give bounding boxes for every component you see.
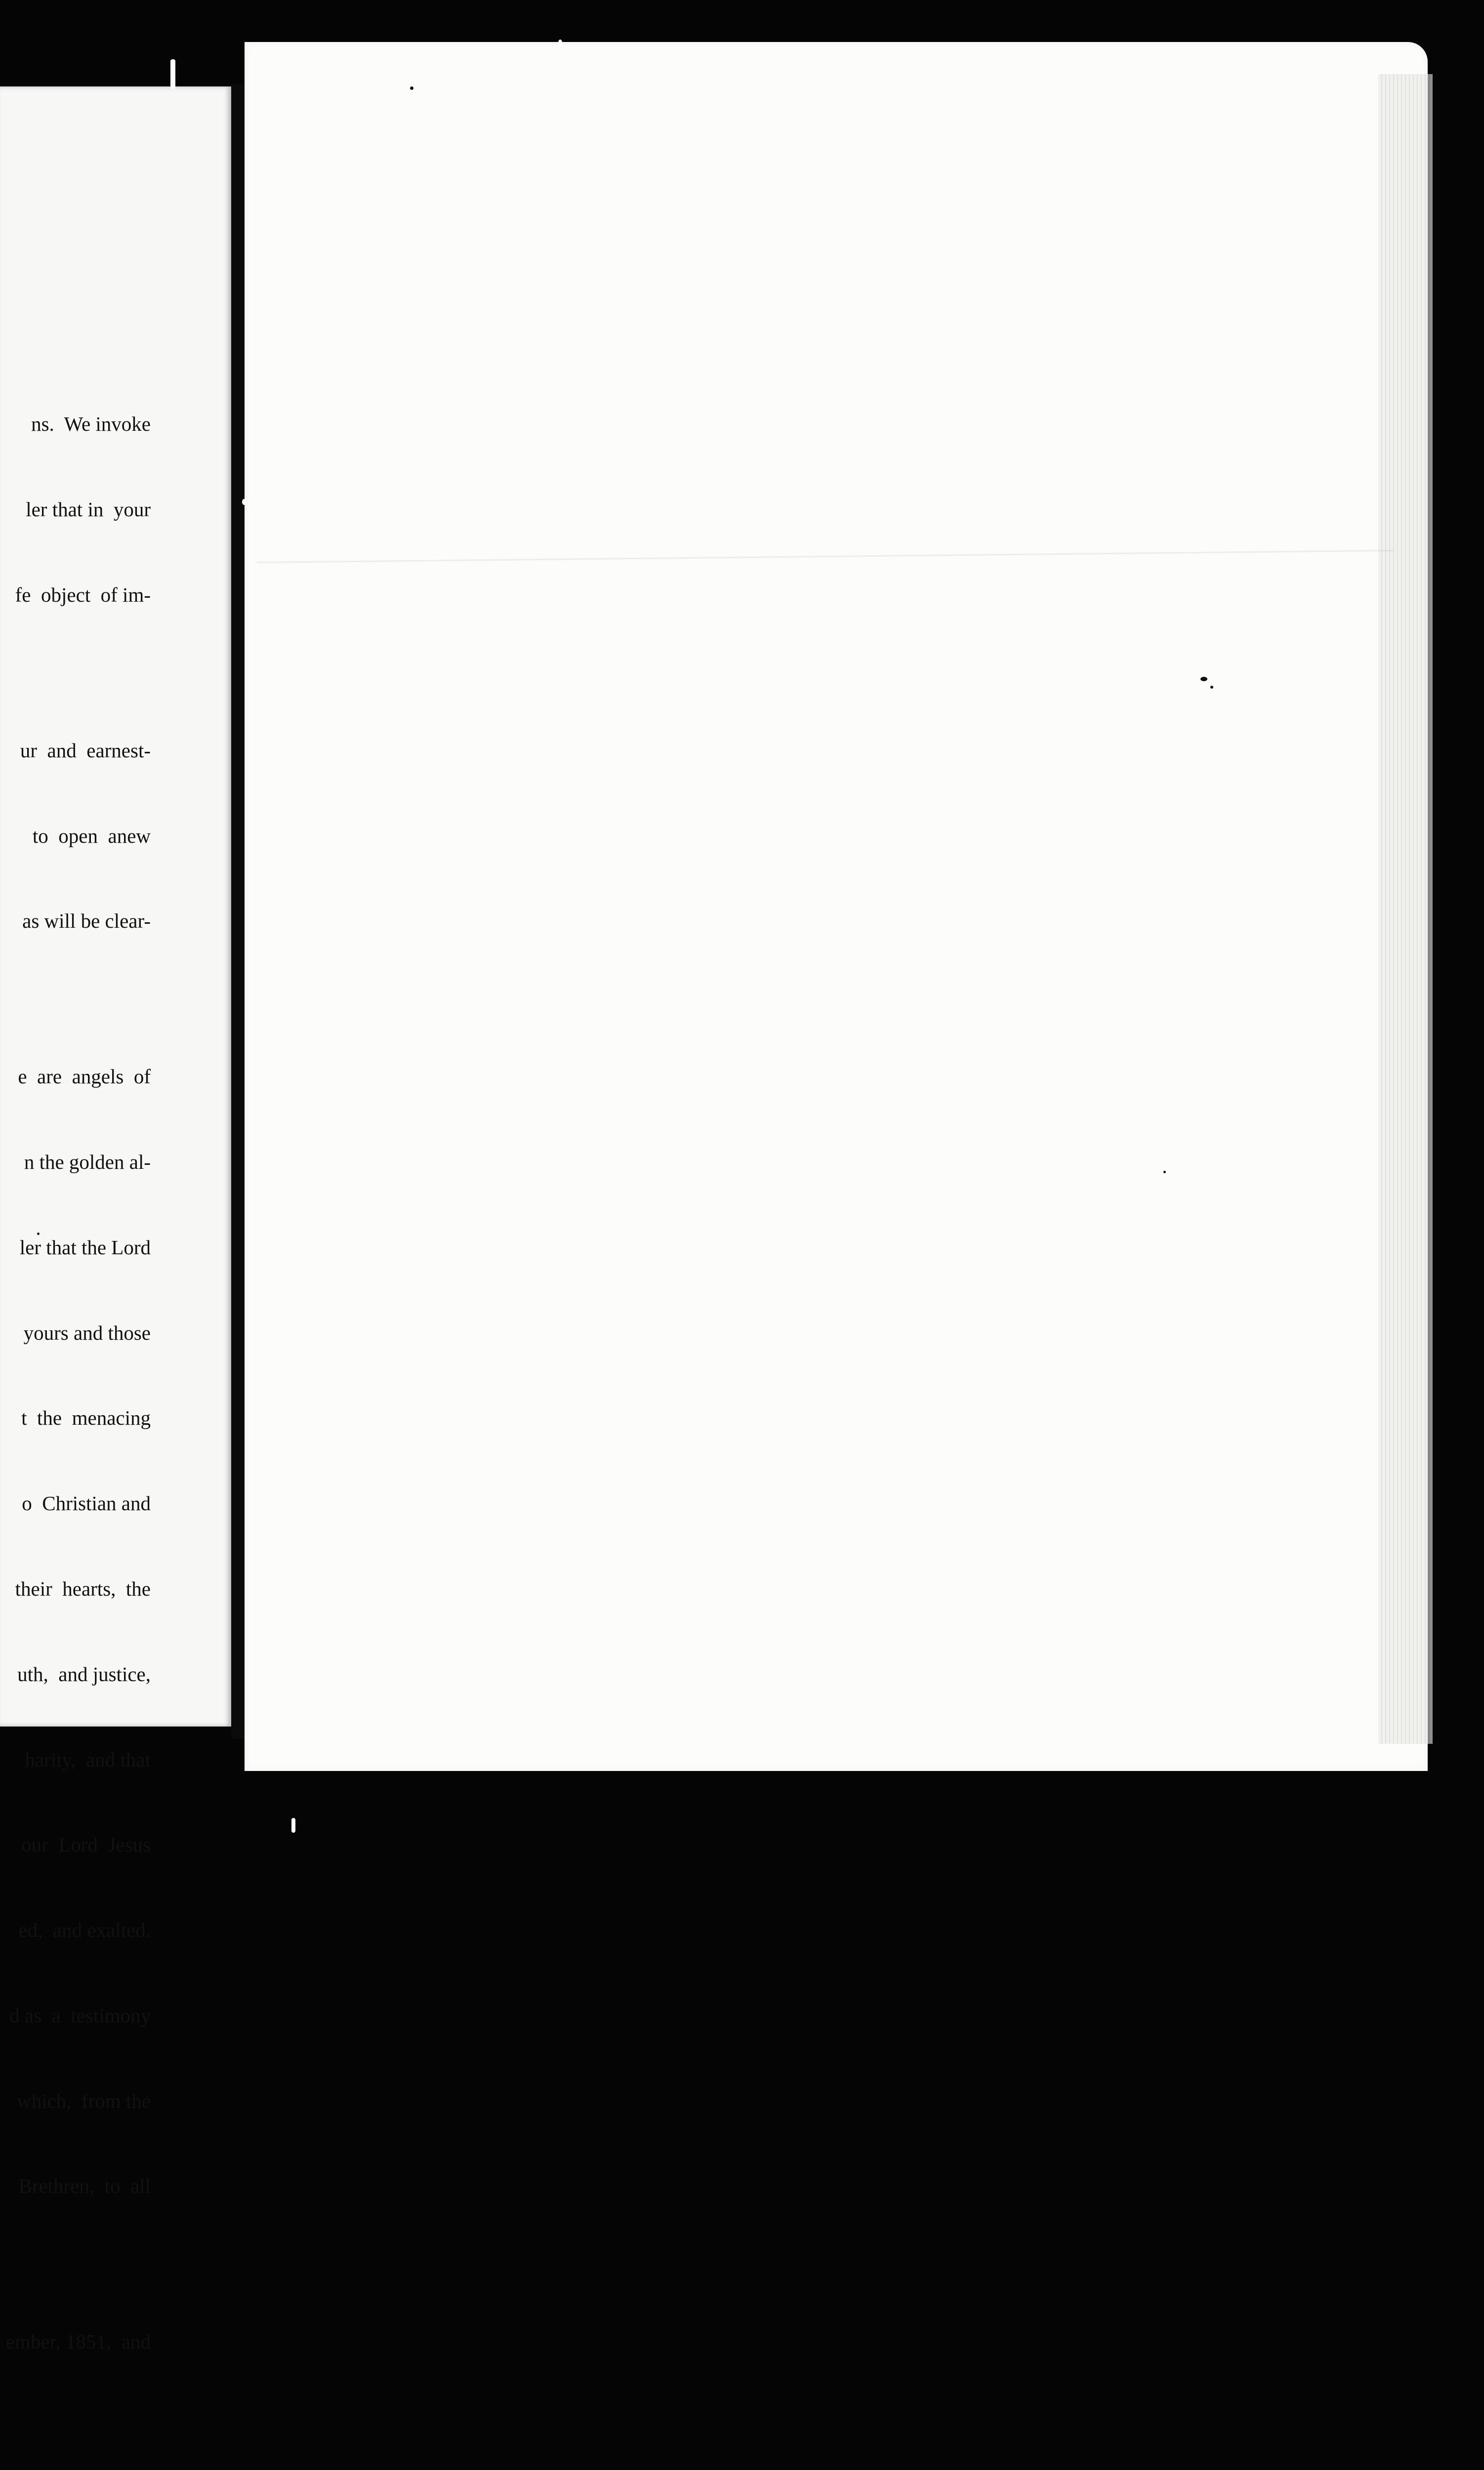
text-line: our Lord Jesus xyxy=(21,1833,151,1856)
text-line: as will be clear- xyxy=(22,909,151,933)
text-line: e are angels of xyxy=(18,1065,151,1088)
text-line: which, from the xyxy=(17,2089,151,2112)
dust-speck xyxy=(410,86,413,90)
text-line: yours and those xyxy=(23,1321,151,1344)
text-line: their hearts, the xyxy=(15,1577,151,1600)
text-line: to open anew xyxy=(32,824,151,847)
text-line: ember, 1851, and xyxy=(5,2330,151,2353)
paragraph-gap xyxy=(0,992,151,1006)
dust-speck xyxy=(1163,1171,1166,1173)
page-edges xyxy=(1378,74,1433,1744)
text-line: t the menacing xyxy=(21,1406,151,1430)
dust-speck xyxy=(37,1233,40,1235)
dust-speck xyxy=(1210,686,1213,689)
text-line: d as a testimony xyxy=(9,2004,151,2027)
text-line: ler that in your xyxy=(26,497,151,521)
text-line: uth, and justice, xyxy=(17,1662,151,1686)
text-line: fe object of im- xyxy=(15,583,151,606)
text-line: Brethren, to all xyxy=(18,2175,151,2198)
left-page xyxy=(0,86,231,2353)
text-line: o Christian and xyxy=(22,1492,151,1515)
text-line: harity, and that xyxy=(25,1748,151,1771)
dust-speck xyxy=(291,1818,295,1833)
text-line: ed, and exalted. xyxy=(18,1919,151,1942)
text-line: ns. We invoke xyxy=(31,412,151,436)
dust-speck xyxy=(558,40,562,46)
paragraph-gap xyxy=(0,2258,151,2271)
paragraph-gap xyxy=(0,2413,151,2427)
text-line: ler that the Lord xyxy=(19,1235,151,1259)
right-page-blank xyxy=(245,42,1428,1771)
left-page-text xyxy=(0,353,151,2470)
text-line: ur and earnest- xyxy=(20,739,151,762)
text-line: n the golden al- xyxy=(24,1151,151,1174)
dust-speck xyxy=(242,499,246,505)
dust-speck xyxy=(170,59,175,89)
dust-speck xyxy=(1200,677,1207,681)
paragraph-gap xyxy=(0,666,151,680)
